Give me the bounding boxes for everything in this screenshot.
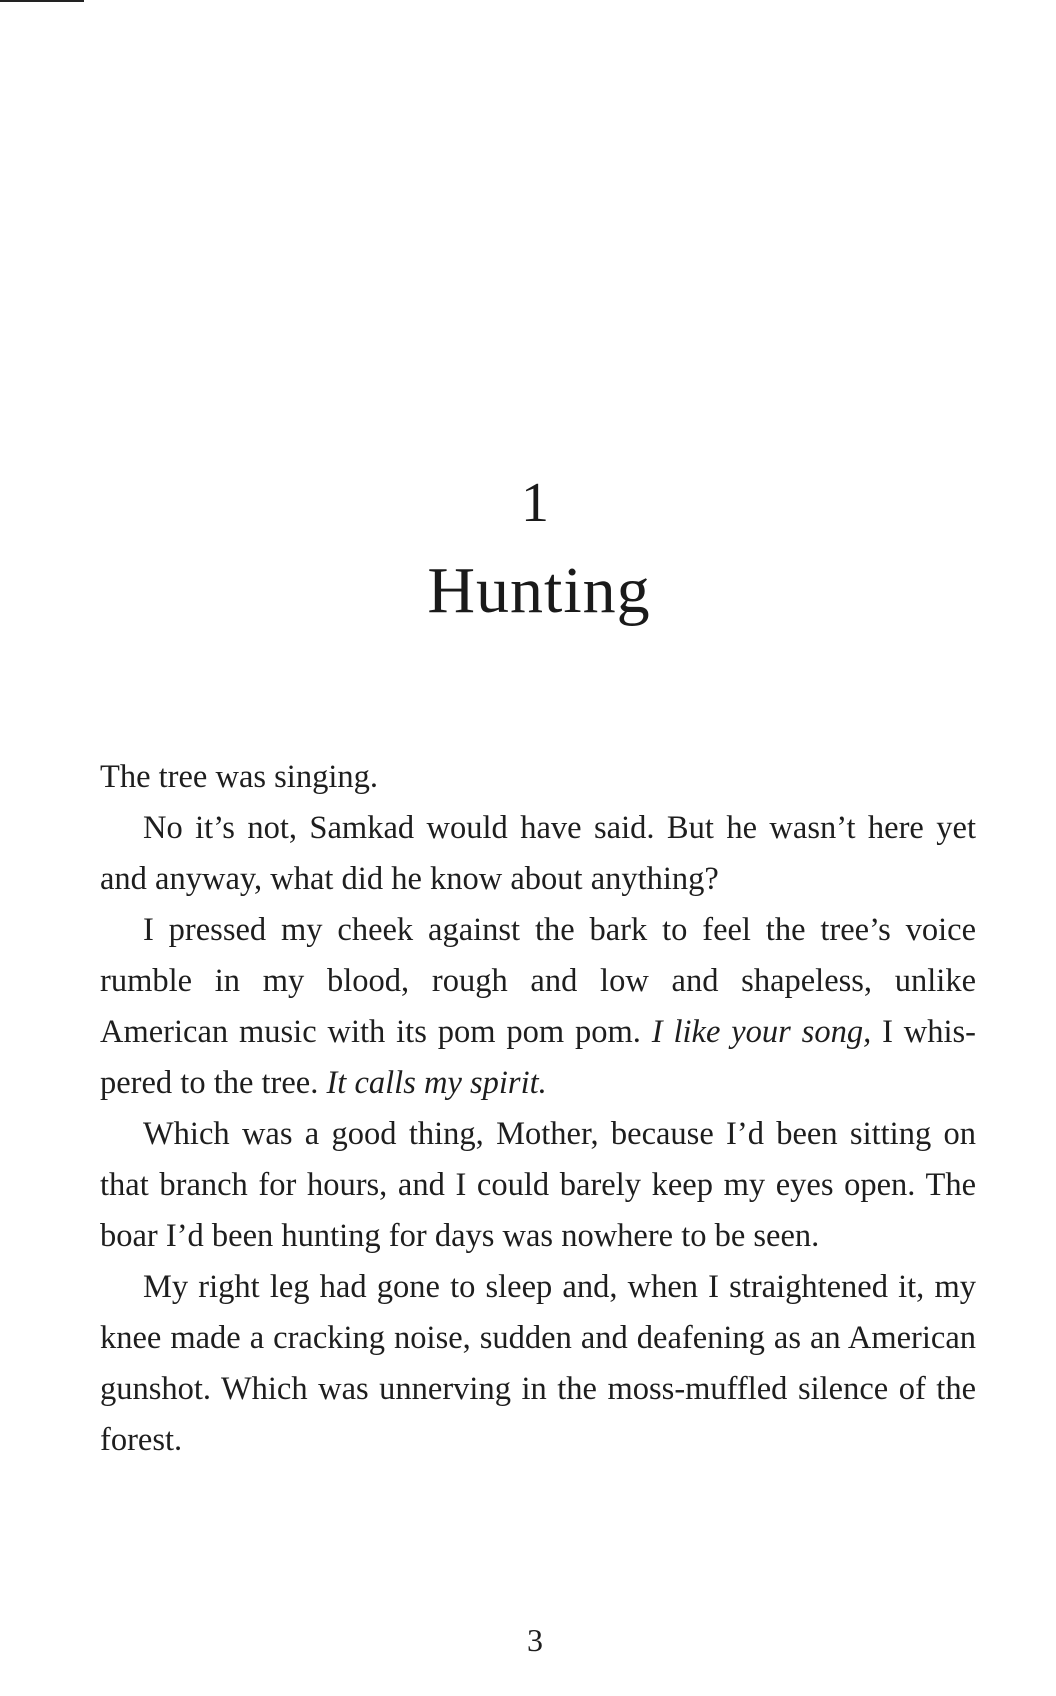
paragraph-3 xyxy=(100,905,976,1109)
scan-edge-mark xyxy=(0,0,84,2)
paragraph-4: Which was a good thing, Mother, because I’d been sitting on that branch for hours, and I could barely keep my eyes open. The boar I’d been hunting for days was nowhere to be seen. xyxy=(100,1116,976,1254)
chapter-number: 1 xyxy=(521,472,549,534)
body-text xyxy=(100,752,976,1466)
paragraph-2: No it’s not, Samkad would have said. But he wasn’t here yet and anyway, what did he know about anything? xyxy=(100,810,976,897)
paragraph-3-text-a: I pressed my cheek against the bark to feel the tree’s voice rumble in my blood, rough and low and shapeless, unlike American music with its pom pom pom. xyxy=(100,912,976,1050)
page-number: 3 xyxy=(527,1622,543,1658)
paragraph-5: My right leg had gone to sleep and, when I straightened it, my knee made a cracking noise, sudden and deafening as an American gunshot. Which was unnerving in the moss-muffled silence of the forest. xyxy=(100,1269,976,1458)
paragraph-3-italic-spirit: It calls my spirit. xyxy=(326,1065,547,1101)
paragraph-3-italic-song: I like your song, xyxy=(651,1014,872,1050)
paragraph-1: The tree was singing. xyxy=(100,759,378,795)
paragraph-3-text-c: I whispered to the tree. xyxy=(100,1014,976,1101)
chapter-title: Hunting xyxy=(427,554,651,627)
